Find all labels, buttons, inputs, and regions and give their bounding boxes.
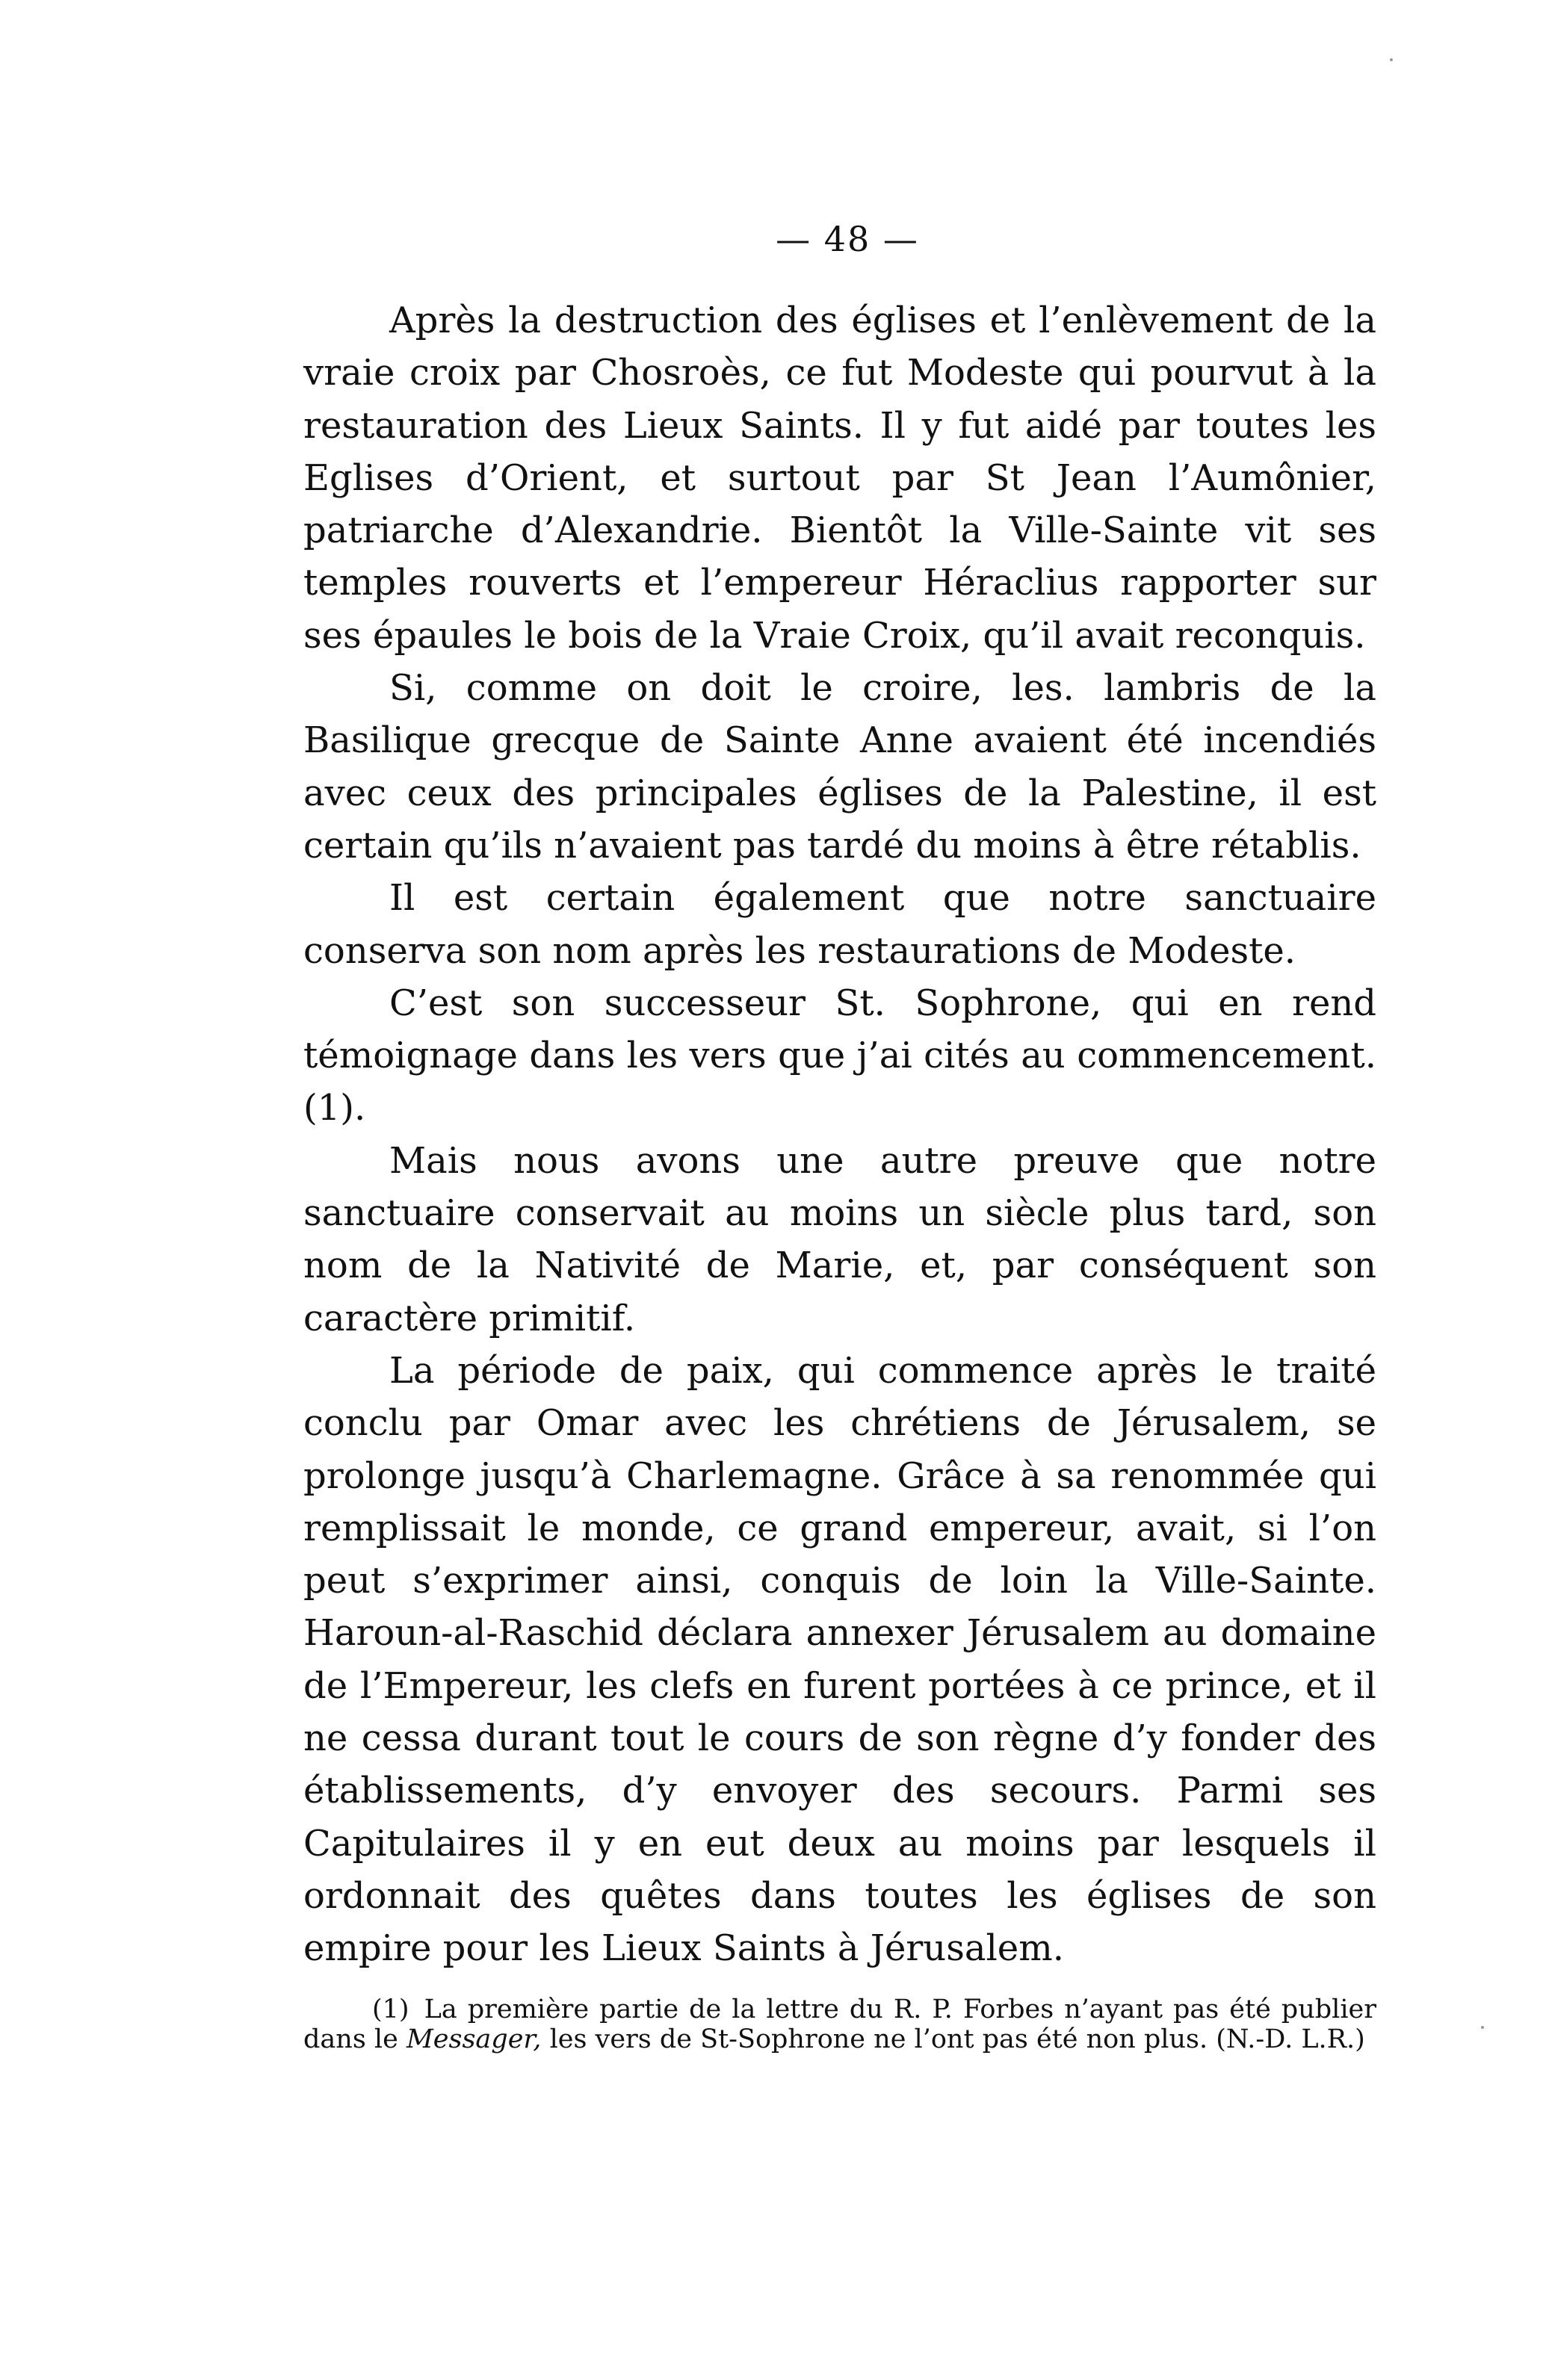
footnote-marker: (1) — [372, 1994, 409, 2024]
footnote-paragraph — [303, 1995, 1376, 2054]
body-text — [303, 294, 1376, 1975]
footnote — [303, 1995, 1376, 2054]
paragraph: La période de paix, qui commence après le traité conclu par Omar avec les chrétiens de Jérusalem, se prolonge jusqu’à Charlemagne. Grâce à sa renommée qui remplissait le monde, ce grand empereur, avait, si l’on peut s’exprimer ainsi, conquis de loin la Ville-Sainte. Haroun-al-Raschid déclara annexer Jérusalem au domaine de l’Empereur, les clefs en furent portées à ce prince, et il ne cessa durant tout le cours de son règne d’y fonder des établissements, d’y envoyer des secours. Parmi ses Capitulaires il y en eut deux au moins par lesquels il ordonnait des quêtes dans toutes les églises de son empire pour les Lieux Saints à Jérusalem. — [303, 1349, 1376, 1970]
paragraph: C’est son successeur St. Sophrone, qui en rend témoignage dans les vers que j’ai cités au commencement. (1). — [303, 982, 1376, 1129]
paragraph: Il est certain également que notre sanctuaire conserva son nom après les restaurations de Modeste. — [303, 877, 1376, 972]
page-number: — 48 — — [776, 219, 919, 259]
footnote-text-after: les vers de St-Sophrone ne l’ont pas été non plus. (N.-D. L.R.) — [549, 2024, 1365, 2054]
speck-mark — [1390, 58, 1393, 61]
paragraph: Après la destruction des églises et l’enlèvement de la vraie croix par Chosroès, ce fut Modeste qui pourvut à la restauration des Lieux Saints. Il y fut aidé par toutes les Eglises d’Orient, et surtout par St Jean l’Aumônier, patriarche d’Alexandrie. Bientôt la Ville-Sainte vit ses temples rouverts et l’empereur Héraclius rapporter sur ses épaules le bois de la Vraie Croix, qu’il avait reconquis. — [303, 300, 1376, 657]
footnote-text-before: La première partie de la lettre du R. P. Forbes n’ayant pas été publier dans le — [303, 1994, 1376, 2054]
speck-mark — [1481, 2026, 1484, 2029]
book-page — [303, 217, 1376, 2054]
paragraph: Mais nous avons une autre preuve que notre sanctuaire conservait au moins un siècle plus tard, son nom de la Nativité de Marie, et, par conséquent son caractère primitif. — [303, 1139, 1376, 1339]
footnote-journal: Messager, — [406, 2024, 542, 2054]
paragraph: Si, comme on doit le croire, les. lambris de la Basilique grecque de Sainte Anne avaient été incendiés avec ceux des principales églises de la Palestine, il est certain qu’ils n’avaient pas tardé du moins à être rétablis. — [303, 667, 1376, 867]
